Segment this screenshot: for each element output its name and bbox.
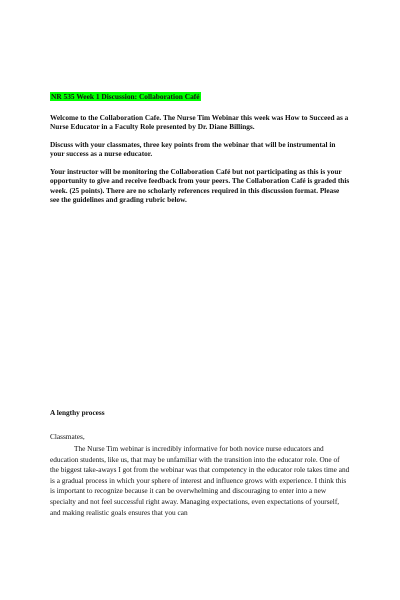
response-body: The Nurse Tim webinar is incredibly informative for both novice nurse educators and education students, like us, that may be unfamiliar with the transition into the educator role. One of the biggest take-aways I got from the webinar was that competency in the educator role takes time and is a gradual process in which your sphere of interest and influence grows with experience. I think this is important to recognize because it can be overwhelming and discouraging to enter into a new specialty and not feel successful right away. Managing expectations, even expectations of yourself, and making realistic goals ensures that you can	[50, 444, 350, 517]
response-greeting: Classmates,	[50, 432, 85, 441]
intro-paragraph-3: Your instructor will be monitoring the Collaboration Café but not participating as this is your opportunity to give and receive feedback from your peers. The Collaboration Café is graded this week. (25 points). There are no scholarly references required in this discussion format. Please see the guidelines and grading rubric below.	[50, 167, 350, 204]
title-highlight: NR 535 Week 1 Discussion: Collaboration Café	[51, 92, 200, 101]
intro-paragraph-1: Welcome to the Collaboration Cafe. The Nurse Tim Webinar this week was How to Succeed as a Nurse Educator in a Faculty Role presented by Dr. Diane Billings.	[50, 113, 349, 132]
document-title	[50, 92, 201, 101]
intro-paragraph-2: Discuss with your classmates, three key points from the webinar that will be instrumental in your success as a nurse educator.	[50, 140, 336, 159]
response-title: A lengthy process	[50, 408, 105, 417]
